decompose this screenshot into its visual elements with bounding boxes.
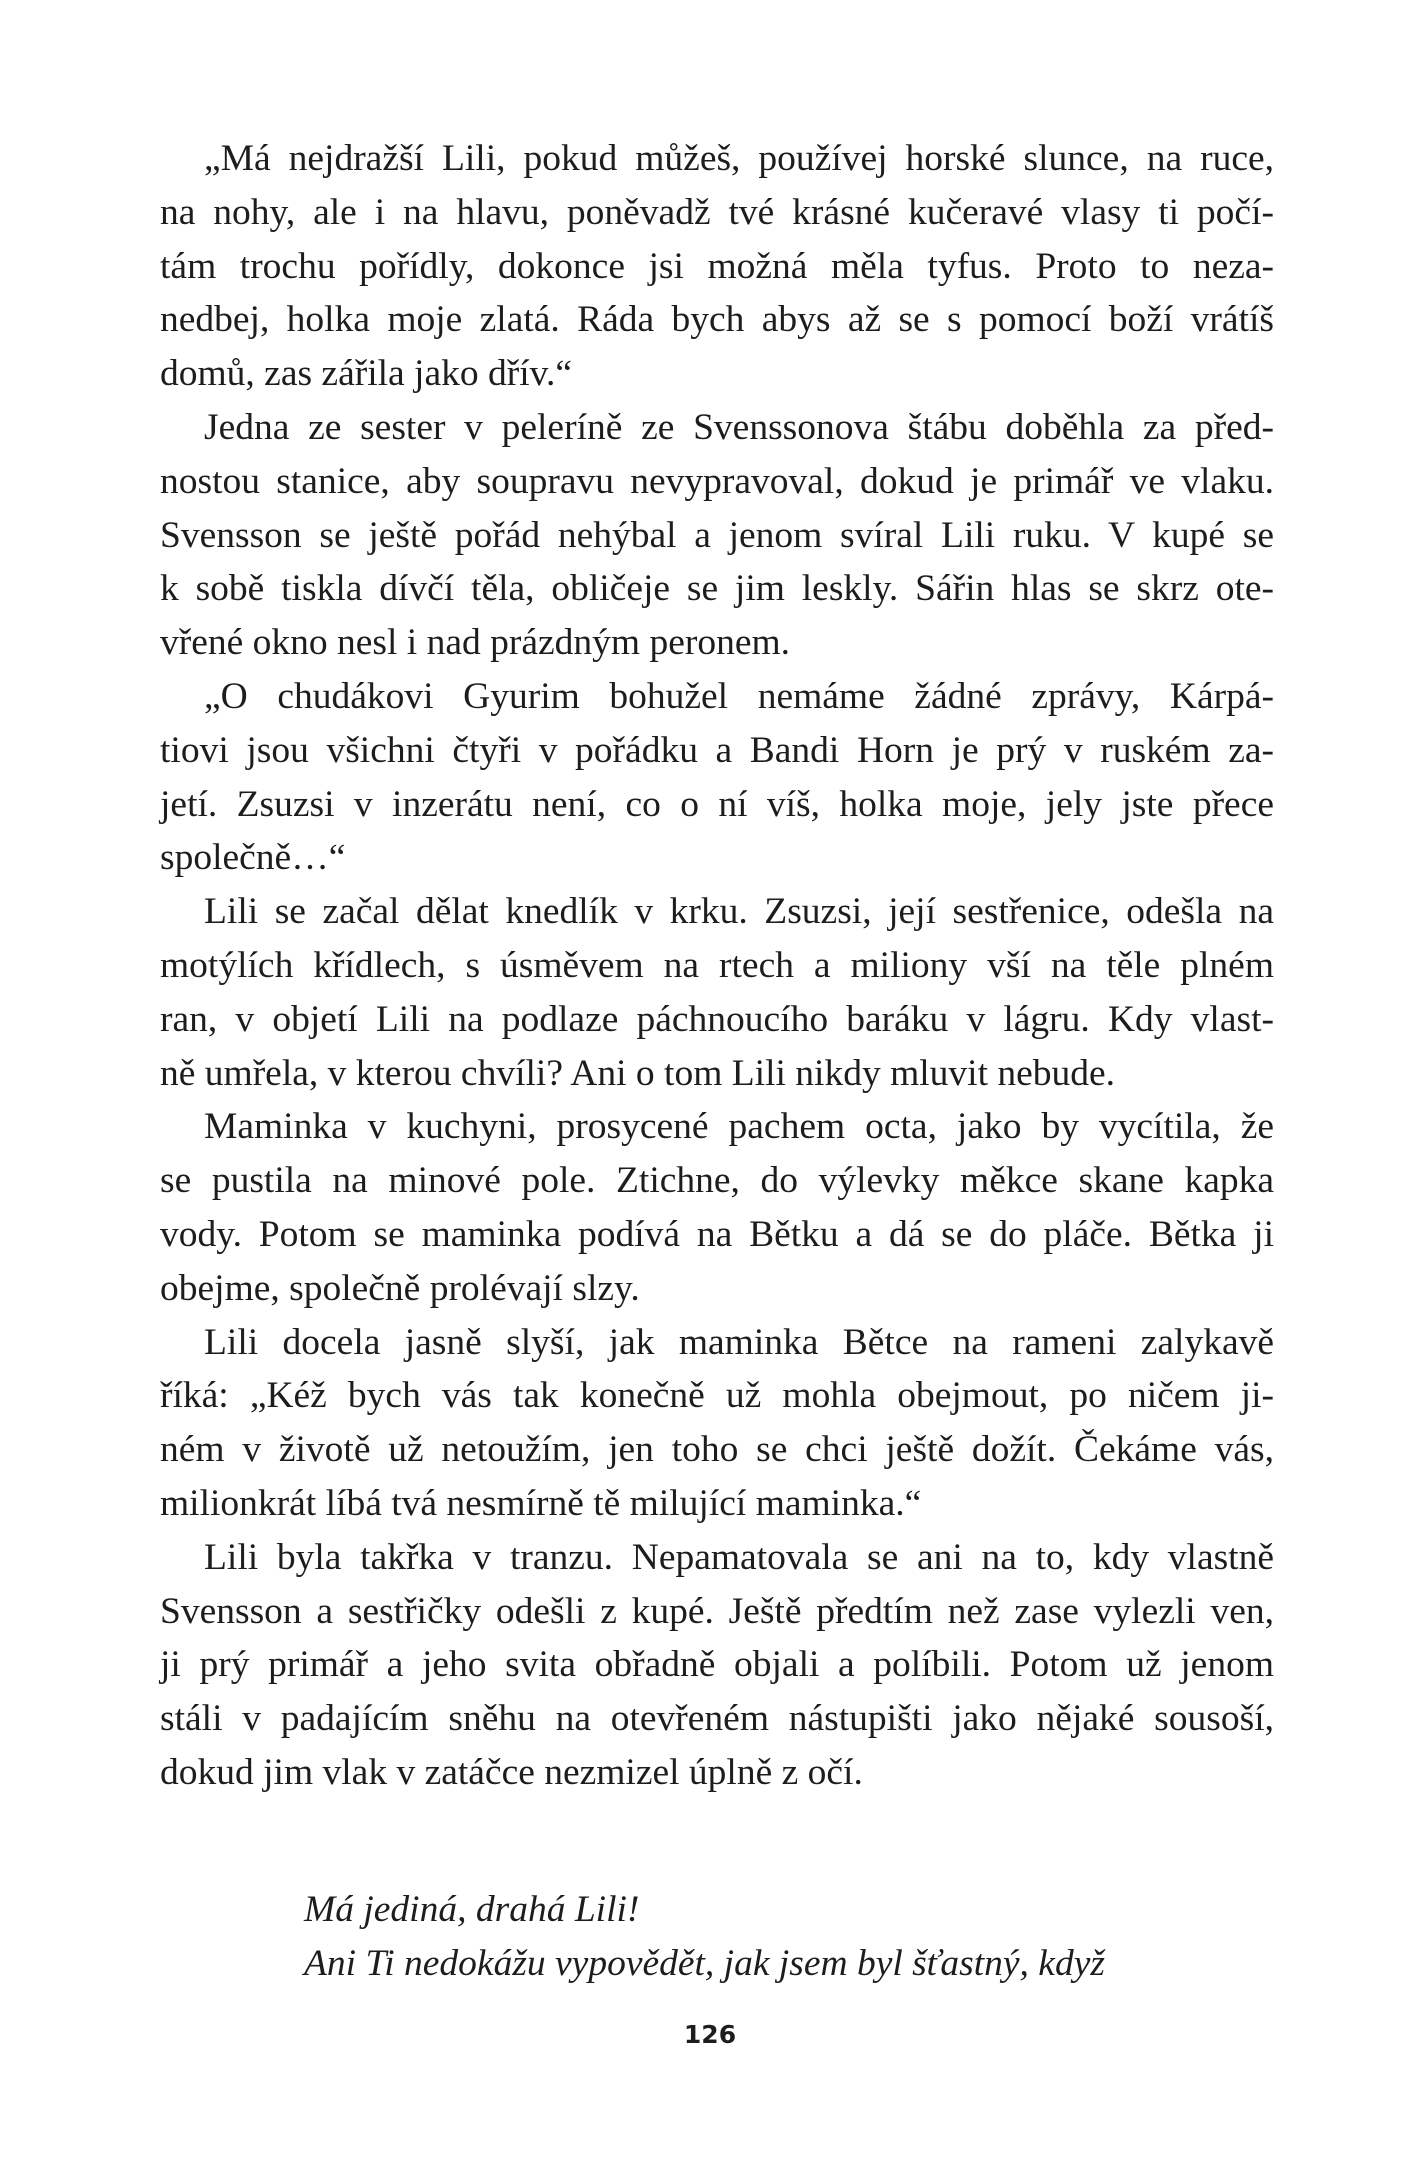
letter-line: Ani Ti nedokážu vypovědět, jak jsem byl šťastný, když <box>304 1942 1105 1984</box>
text-line: Lili se začal dělat knedlík v krku. Zsuzsi, její sestřenice, odešla na <box>204 891 1274 933</box>
text-line: se pustila na minové pole. Ztichne, do výlevky měkce skane kapka <box>160 1160 1274 1202</box>
text-line: vřené okno nesl i nad prázdným peronem. <box>160 622 791 664</box>
text-line: nedbej, holka moje zlatá. Ráda bych abys až se s pomocí boží vrátíš <box>160 299 1274 341</box>
text-line: obejme, společně prolévají slzy. <box>160 1267 640 1309</box>
text-line: motýlích křídlech, s úsměvem na rtech a miliony vší na těle plném <box>160 944 1274 986</box>
text-line: tám trochu pořídly, dokonce jsi možná měla tyfus. Proto to neza- <box>160 245 1274 287</box>
text-line: k sobě tiskla dívčí těla, obličeje se jim leskly. Sářin hlas se skrz ote- <box>160 568 1274 610</box>
text-line: Maminka v kuchyni, prosycené pachem octa, jako by vycítila, že <box>204 1106 1274 1148</box>
text-line: ně umřela, v kterou chvíli? Ani o tom Lili nikdy mluvit nebude. <box>160 1052 1116 1094</box>
text-line: Svensson a sestřičky odešli z kupé. Ještě předtím než zase vylezli ven, <box>160 1590 1274 1632</box>
text-line: Jedna ze sester v peleríně ze Svenssonova štábu doběhla za před- <box>204 406 1274 448</box>
text-line: Svensson se ještě pořád nehýbal a jenom svíral Lili ruku. V kupé se <box>160 514 1274 556</box>
text-line: stáli v padajícím sněhu na otevřeném nástupišti jako nějaké sousoší, <box>160 1698 1274 1740</box>
text-line: „O chudákovi Gyurim bohužel nemáme žádné zprávy, Kárpá- <box>204 675 1274 717</box>
text-line: „Má nejdražší Lili, pokud můžeš, používej horské slunce, na ruce, <box>204 138 1274 179</box>
text-line: Lili docela jasně slyší, jak maminka Bětce na rameni zalykavě <box>204 1321 1274 1363</box>
text-line: Lili byla takřka v tranzu. Nepamatovala se ani na to, kdy vlastně <box>204 1536 1274 1578</box>
letter-line: Má jediná, drahá Lili! <box>304 1889 640 1930</box>
text-line: domů, zas zářila jako dřív.“ <box>160 353 572 395</box>
text-line: vody. Potom se maminka podívá na Bětku a dá se do pláče. Bětka ji <box>160 1213 1274 1255</box>
text-line: společně…“ <box>160 837 346 879</box>
text-line: na nohy, ale i na hlavu, poněvadž tvé krásné kučeravé vlasy ti počí- <box>160 191 1274 233</box>
text-line: milionkrát líbá tvá nesmírně tě milující maminka.“ <box>160 1482 922 1524</box>
text-line: ran, v objetí Lili na podlaze páchnoucího baráku v lágru. Kdy vlast- <box>160 998 1274 1040</box>
text-line: ném v životě už netoužím, jen toho se chci ještě dožít. Čekáme vás, <box>160 1429 1274 1471</box>
text-line: dokud jim vlak v zatáčce nezmizel úplně z očí. <box>160 1751 863 1793</box>
text-line: říká: „Kéž bych vás tak konečně už mohla obejmout, po ničem ji- <box>160 1375 1274 1417</box>
page-number: 126 <box>683 2020 737 2049</box>
text-line: tiovi jsou všichni čtyři v pořádku a Bandi Horn je prý v ruském za- <box>160 729 1274 771</box>
text-line: ji prý primář a jeho svita obřadně objali a políbili. Potom už jenom <box>160 1644 1274 1686</box>
text-line: nostou stanice, aby soupravu nevypravoval, dokud je primář ve vlaku. <box>160 460 1274 502</box>
text-line: jetí. Zsuzsi v inzerátu není, co o ní víš, holka moje, jely jste přece <box>160 783 1274 825</box>
body-text <box>160 132 1274 1800</box>
letter-excerpt <box>304 1883 1105 1991</box>
